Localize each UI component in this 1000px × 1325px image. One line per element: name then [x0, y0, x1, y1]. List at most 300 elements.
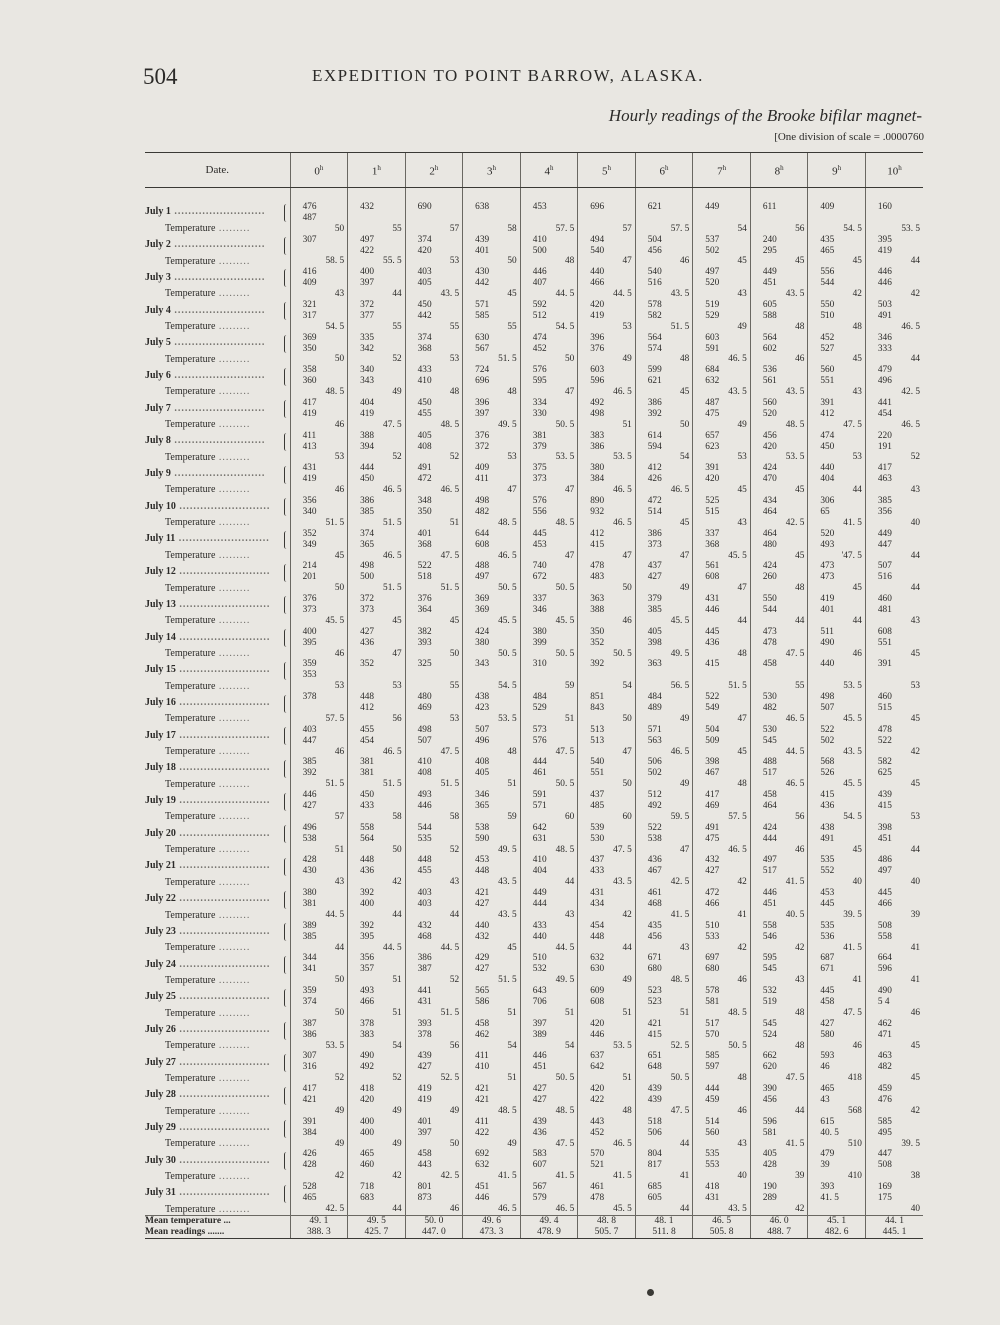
reading-value: 444 [532, 757, 547, 768]
reading-value [348, 670, 405, 681]
reading-value: 492 [360, 1062, 375, 1073]
temperature-value: 44. 5 [555, 289, 575, 300]
reading-value: 583 [532, 1149, 547, 1160]
temperature-value: 59 [564, 681, 575, 692]
reading-value: 492 [590, 398, 605, 409]
temperature-value: 46. 5 [613, 517, 632, 528]
reading-value: 523 [647, 997, 662, 1008]
reading-value: 564 [360, 833, 375, 844]
reading-value: 718 [360, 1182, 375, 1193]
reading-value: 448 [360, 692, 375, 703]
header-row [145, 153, 923, 188]
reading-value: 550 [820, 300, 835, 311]
reading-value: 456 [762, 430, 777, 441]
reading-value: 412 [590, 528, 605, 539]
temperature-label: Temperature ......... [165, 1040, 251, 1052]
temperature-value: 42 [910, 1105, 920, 1116]
temperature-value: 45 [910, 779, 920, 790]
reading-value: 603 [705, 332, 720, 343]
reading-value: 369 [302, 332, 317, 343]
hour-header: 1$^h$ [348, 153, 406, 188]
reading-value: 506 [647, 757, 662, 768]
temperature-value: 46 [449, 1203, 460, 1214]
temperature-value: 44 [910, 354, 920, 365]
temperature-value: 44 [680, 1138, 690, 1149]
temperature-label: Temperature ......... [165, 255, 251, 267]
reading-value: 522 [417, 561, 432, 572]
temperature-label: Temperature ......... [165, 909, 251, 921]
date-label: July 10 .......................... [145, 500, 271, 512]
temperature-value: 54. 5 [843, 223, 862, 234]
reading-value: 603 [590, 365, 605, 376]
mean-temperature: 45. 1 [827, 1216, 847, 1226]
date-label: July 25 .......................... [145, 991, 271, 1003]
reading-value: 398 [647, 637, 662, 648]
temperature-value: 51 [564, 713, 575, 724]
reading-value: 432 [360, 202, 375, 212]
temperature-value: 43. 5 [728, 1203, 747, 1214]
reading-value: 464 [762, 528, 777, 539]
temperature-value: 59. 5 [670, 811, 690, 822]
reading-value: 446 [417, 800, 432, 811]
reading-value: 373 [532, 474, 547, 485]
reading-value: 408 [475, 757, 490, 768]
reading-value: 435 [647, 920, 662, 931]
temperature-value: 45 [852, 256, 862, 267]
reading-value: 432 [475, 931, 490, 942]
temperature-value: 51. 5 [383, 517, 402, 528]
reading-value: 463 [877, 1051, 892, 1062]
reading-value: 306 [820, 496, 835, 507]
temperature-value: 48 [795, 583, 805, 594]
temperature-value: 50 [334, 223, 345, 234]
temperature-value: 56. 5 [670, 681, 690, 692]
reading-value [291, 703, 348, 714]
reading-value: 417 [705, 790, 720, 801]
reading-value: 474 [532, 332, 547, 343]
reading-value: 373 [647, 539, 662, 550]
reading-value: 43 [820, 1095, 830, 1106]
reading-value: 352 [302, 528, 317, 539]
temperature-value: 43 [737, 1138, 747, 1149]
temperature-value: 41. 5 [843, 942, 862, 953]
reading-value: 564 [647, 332, 662, 343]
reading-value: 359 [302, 659, 317, 670]
reading-value [521, 670, 578, 681]
temperature-value: 48 [680, 354, 690, 365]
temperature-label: Temperature ......... [165, 647, 251, 659]
temperature-value: 41. 5 [785, 1138, 805, 1149]
temperature-value: 47. 5 [785, 648, 805, 659]
temperature-label: Temperature ......... [165, 451, 251, 463]
date-label: July 22 .......................... [145, 893, 271, 905]
reading-value: 46 [820, 1062, 830, 1073]
reading-value: 412 [360, 702, 375, 713]
date-label: July 2 .......................... [145, 239, 266, 251]
reading-value: 450 [417, 398, 432, 409]
reading-value: 419 [417, 1095, 432, 1106]
reading-value: 436 [820, 800, 835, 811]
reading-value: 377 [360, 310, 375, 321]
reading-value: 41. 5 [820, 1193, 839, 1204]
reading-value: 469 [705, 800, 720, 811]
mean-temperature: 49. 5 [366, 1216, 386, 1226]
temperature-value: 43. 5 [498, 877, 517, 888]
reading-value [866, 213, 923, 224]
reading-value: 578 [705, 986, 720, 997]
temperature-value: 45. 5 [498, 615, 517, 626]
temperature-value: 42 [910, 289, 920, 300]
reading-value: 513 [590, 724, 605, 735]
brace [284, 237, 289, 255]
temperature-value: 51. 5 [670, 321, 690, 332]
reading-value: 446 [762, 888, 777, 899]
reading-value: 478 [877, 724, 892, 735]
temperature-value: 43 [910, 485, 920, 496]
temperature-label: Temperature ......... [165, 517, 251, 529]
reading-value: 513 [590, 735, 605, 746]
reading-value: 524 [762, 1029, 777, 1040]
ink-dot [647, 1289, 654, 1296]
reading-value: 568 [820, 757, 835, 768]
temperature-value: 40 [910, 517, 920, 528]
reading-value: 440 [590, 267, 605, 278]
reading-value: 385 [877, 496, 892, 507]
reading-value [808, 213, 865, 224]
temperature-value: 43. 5 [728, 387, 747, 398]
reading-value: 380 [302, 888, 317, 899]
temperature-value: 39 [910, 909, 920, 920]
reading-value: 431 [302, 463, 317, 474]
brace [284, 989, 289, 1007]
reading-value: 386 [647, 528, 662, 539]
reading-value: 455 [417, 866, 432, 877]
date-label: July 21 .......................... [145, 860, 271, 872]
reading-value: 403 [302, 724, 317, 735]
reading-value: 400 [360, 1127, 375, 1138]
reading-value: 423 [475, 702, 490, 713]
temperature-value: 44 [852, 485, 862, 496]
reading-value: 467 [705, 768, 720, 779]
reading-value: 540 [647, 267, 662, 278]
reading-value: 400 [360, 267, 375, 278]
temperature-value: 44. 5 [785, 746, 805, 757]
reading-value: 462 [877, 1018, 892, 1029]
temperature-label: Temperature ......... [165, 353, 251, 365]
hour-column [751, 202, 808, 1215]
temperature-value: 47 [737, 713, 747, 724]
reading-value: 409 [820, 202, 835, 212]
hour-header: 7$^h$ [693, 153, 751, 188]
reading-value: 372 [360, 594, 375, 605]
temperature-value: 46 [334, 485, 345, 496]
date-label: July 26 .......................... [145, 1023, 271, 1035]
temperature-value: 49 [449, 1105, 460, 1116]
reading-value: 491 [705, 822, 720, 833]
reading-value: 538 [475, 822, 490, 833]
mean-reading: 447. 0 [422, 1227, 446, 1237]
reading-value: 535 [417, 833, 432, 844]
temperature-value: 54 [507, 1040, 517, 1051]
reading-value: 465 [302, 1193, 317, 1204]
reading-value: 384 [302, 1127, 317, 1138]
reading-value: 378 [417, 1029, 432, 1040]
temperature-value: 49 [392, 1105, 402, 1116]
reading-value: 502 [647, 768, 662, 779]
temperature-value: 47. 5 [440, 746, 460, 757]
brace [284, 433, 289, 451]
reading-value: 585 [475, 310, 490, 321]
reading-value: 522 [877, 735, 892, 746]
temperature-value: 42. 5 [440, 1171, 460, 1182]
date-labels-column [145, 202, 290, 1215]
temperature-value: 57 [334, 811, 345, 822]
reading-value: 350 [417, 506, 432, 517]
reading-value: 445 [877, 888, 892, 899]
mean-temperature: 44. 1 [884, 1216, 904, 1226]
reading-value: 471 [877, 1029, 892, 1040]
reading-value: 436 [705, 637, 720, 648]
temperature-value: 53. 5 [785, 452, 805, 463]
reading-value: 381 [360, 768, 375, 779]
reading-value: 409 [475, 463, 490, 474]
reading-value: 493 [820, 539, 835, 550]
reading-value: 379 [532, 441, 547, 452]
temperature-value: 41 [910, 942, 920, 953]
reading-value: 374 [417, 332, 432, 343]
reading-value: 391 [820, 398, 835, 409]
hour-column [463, 202, 520, 1215]
temperature-value: 45 [795, 485, 805, 496]
reading-value: 550 [762, 594, 777, 605]
reading-value: 451 [762, 899, 777, 909]
reading-value: 397 [475, 408, 490, 419]
temperature-value: 50 [334, 354, 345, 365]
reading-value: 445 [820, 899, 835, 909]
reading-value: 424 [762, 463, 777, 474]
reading-value: 567 [475, 343, 490, 354]
reading-value: 422 [360, 245, 375, 256]
temperature-label: Temperature ......... [165, 778, 251, 790]
reading-value: 398 [877, 822, 892, 833]
temperature-value: 45. 5 [728, 550, 747, 561]
reading-value: 410 [475, 1062, 490, 1073]
temperature-value: 54. 5 [498, 681, 517, 692]
reading-value: 364 [417, 604, 432, 615]
reading-value: 458 [475, 1018, 490, 1029]
reading-value: 448 [590, 931, 605, 942]
reading-value: 556 [532, 506, 547, 517]
reading-value: 539 [590, 822, 605, 833]
temperature-value: 48 [795, 321, 805, 332]
mean-temperature: 48. 8 [597, 1216, 616, 1226]
temperature-value: 44 [910, 844, 920, 855]
temperature-value: 49. 5 [555, 975, 575, 986]
reading-value: 433 [532, 920, 547, 931]
reading-value: 419 [302, 474, 317, 485]
reading-value: 662 [762, 1051, 777, 1062]
brace [284, 302, 289, 320]
temperature-value: 46 [910, 1007, 920, 1018]
reading-value: 552 [820, 866, 835, 877]
brace [284, 695, 289, 713]
temperature-value: 43 [795, 975, 805, 986]
reading-value: 469 [417, 702, 432, 713]
reading-value: 571 [532, 800, 547, 811]
temperature-value: 57 [449, 223, 460, 234]
temperature-value: 44. 5 [613, 289, 632, 300]
reading-value: 160 [877, 202, 892, 212]
reading-value: 476 [302, 202, 317, 212]
reading-value: 368 [705, 539, 720, 550]
reading-value: 490 [360, 1051, 375, 1062]
reading-value: 190 [762, 1182, 777, 1193]
mean-temperature: 49. 6 [481, 1216, 501, 1226]
reading-value: 410 [417, 757, 432, 768]
reading-value: 450 [417, 300, 432, 311]
temperature-value: 47 [622, 550, 632, 561]
temperature-value: 43 [449, 877, 460, 888]
temperature-value: 47 [622, 256, 632, 267]
temperature-value: 59 [507, 811, 517, 822]
reading-value: 420 [590, 300, 605, 311]
reading-value: 512 [532, 310, 547, 321]
reading-value: 537 [705, 234, 720, 245]
reading-value: 560 [820, 365, 835, 376]
temperature-value: 40 [910, 877, 920, 888]
temperature-value: 47. 5 [670, 1105, 690, 1116]
reading-value: 350 [302, 343, 317, 354]
reading-value: 664 [877, 953, 892, 964]
reading-value: 851 [590, 692, 605, 703]
reading-value: 348 [417, 496, 432, 507]
temperature-value: 42 [910, 746, 920, 757]
reading-value: 544 [762, 604, 777, 615]
temperature-value: 51 [507, 1073, 517, 1084]
reading-value: 396 [475, 398, 490, 409]
reading-value: 497 [360, 234, 375, 245]
reading-value: 389 [532, 1029, 547, 1040]
mean-reading: 425. 7 [364, 1227, 389, 1237]
temperature-value: 48 [564, 256, 575, 267]
temperature-value: 50. 5 [555, 419, 575, 430]
temperature-label: Temperature ......... [165, 582, 251, 594]
reading-value: 529 [705, 310, 720, 321]
temperature-value: 41 [737, 909, 747, 920]
temperature-value: 52 [392, 1073, 402, 1084]
reading-value: 490 [820, 637, 835, 648]
temperature-value: 45 [680, 517, 690, 528]
temperature-value: 45 [852, 844, 862, 855]
reading-value: 443 [590, 1116, 605, 1127]
reading-value: 533 [705, 931, 720, 942]
reading-value: 455 [417, 408, 432, 419]
reading-value: 375 [532, 463, 547, 474]
reading-value: 426 [647, 474, 662, 485]
temperature-value: 51. 5 [498, 354, 517, 365]
reading-value: 671 [820, 964, 835, 975]
reading-value: 488 [762, 757, 777, 768]
reading-value: 450 [360, 790, 375, 801]
reading-value [463, 670, 520, 681]
reading-value: 890 [590, 496, 605, 507]
reading-value: 439 [417, 1051, 432, 1062]
temperature-value: 42 [852, 289, 862, 300]
reading-value: 504 [647, 234, 662, 245]
temperature-value: 53 [334, 681, 345, 692]
reading-value: 420 [590, 1018, 605, 1029]
temperature-value: 50 [507, 256, 517, 267]
reading-value: 448 [417, 855, 432, 866]
reading-value: 591 [705, 343, 720, 354]
temperature-value: 45 [910, 1040, 920, 1051]
temperature-value: 47 [564, 550, 575, 561]
reading-value: 595 [762, 953, 777, 964]
reading-value: 475 [705, 833, 720, 844]
temperature-value: 53 [449, 713, 460, 724]
mean-readings-label: Mean readings ....... [145, 1227, 225, 1237]
date-column-header: Date. [145, 153, 290, 188]
reading-value: 401 [475, 245, 490, 256]
temperature-value: 44 [334, 942, 345, 953]
mean-reading: 388. 3 [306, 1227, 331, 1237]
temperature-value: 42 [622, 909, 632, 920]
temperature-value: 58 [392, 811, 402, 822]
mean-temperature: 46. 0 [769, 1216, 789, 1226]
reading-value: 561 [762, 376, 777, 387]
mean-temperature-label: Mean temperature ... [145, 1216, 231, 1226]
reading-value: 440 [532, 931, 547, 942]
reading-value: 448 [475, 866, 490, 877]
reading-value: 630 [590, 964, 605, 975]
reading-value: 340 [360, 365, 375, 376]
reading-value: 386 [647, 398, 662, 409]
temperature-value: 44. 5 [383, 942, 402, 953]
reading-value: 593 [820, 1051, 835, 1062]
reading-value: 352 [360, 659, 375, 670]
reading-value: 415 [877, 800, 892, 811]
hour-header: 4$^h$ [520, 153, 578, 188]
reading-value: 442 [417, 310, 432, 321]
reading-value [808, 670, 865, 681]
reading-value: 459 [877, 1084, 892, 1095]
reading-value: 446 [590, 1029, 605, 1040]
temperature-value: 48. 5 [555, 844, 575, 855]
reading-value: 397 [360, 278, 375, 289]
reading-value: 485 [590, 800, 605, 811]
temperature-value: 54. 5 [843, 811, 862, 822]
reading-value: 376 [475, 430, 490, 441]
reading-value [578, 213, 635, 224]
temperature-value: 52. 5 [440, 1073, 460, 1084]
reading-value: 404 [532, 866, 547, 877]
temperature-value: 55 [449, 321, 460, 332]
reading-value: 422 [475, 1127, 490, 1138]
reading-value: 507 [820, 702, 835, 713]
reading-value: 518 [647, 1116, 662, 1127]
reading-value: 436 [532, 1127, 547, 1138]
reading-value: 519 [762, 997, 777, 1008]
brace [284, 662, 289, 680]
date-label: July 30 .......................... [145, 1154, 271, 1166]
reading-value: 428 [302, 1160, 317, 1171]
reading-value: 496 [475, 735, 490, 746]
reading-value: 450 [360, 474, 375, 485]
temperature-value: 55. 5 [383, 256, 402, 267]
reading-value: 608 [590, 997, 605, 1008]
reading-value: 504 [705, 724, 720, 735]
reading-value: 445 [705, 626, 720, 637]
